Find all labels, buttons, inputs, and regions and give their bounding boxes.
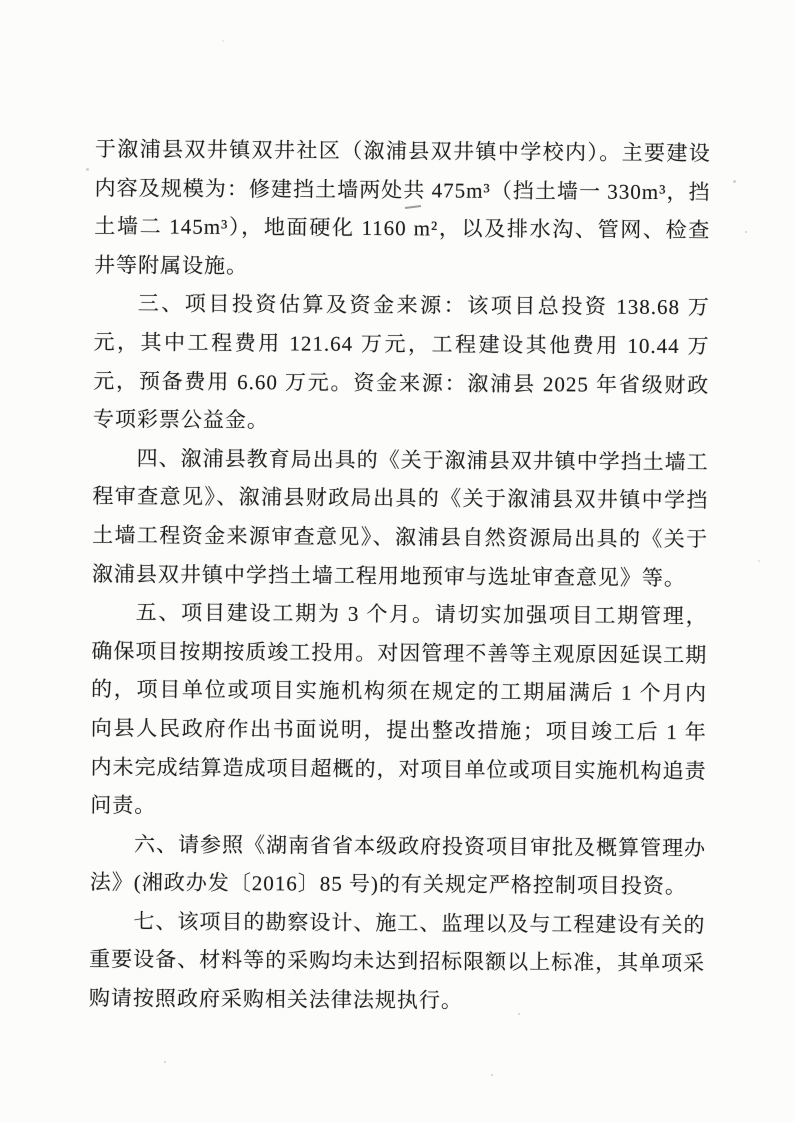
paragraph-item-5-construction-schedule: 五、项目建设工期为 3 个月。请切实加强项目工期管理，确保项目按期按质竣工投用。对因管理不善等主观原因延误工期的，项目单位或项目实施机构须在规定的工期届满后 1 个月内向县人民政府作出书面说明，提出整改措施；项目竣工后 1 年内未完成结算造成项目超概的，对项目单位或项目实施机构追责问责。 [90,600,708,818]
scan-speck [164,1061,166,1063]
scan-speck [758,560,760,562]
paragraph-continuation-construction-scope: 于溆浦县双井镇双井社区（溆浦县双井镇中学校内）。主要建设内容及规模为：修建挡土墙两处共 475m³（挡土墙一 330m³，挡土墙二 145m³），地面硬化 1160 m²，以及排水沟、管网、检查井等附属设施。 [93,136,711,278]
scan-speck [491,1074,493,1076]
paragraph-item-6-investment-control: 六、请参照《湖南省省本级政府投资项目审批及概算管理办法》(湘政办发〔2016〕85 号)的有关规定严格控制项目投资。 [89,831,707,899]
paragraph-item-7-procurement: 七、该项目的勘察设计、施工、监理以及与工程建设有关的重要设备、材料等的采购均未达到招标限额以上标准，其单项采购请按照政府采购相关法律法规执行。 [88,909,706,1013]
paragraph-item-3-investment-and-funding: 三、项目投资估算及资金来源：该项目总投资 138.68 万元，其中工程费用 121.64 万元，工程建设其他费用 10.44 万元，预备费用 6.60 万元。资金来源：溆浦县 2025 年省级财政专项彩票公益金。 [92,291,710,433]
document-body [89,130,711,1022]
scan-speck [86,168,89,171]
scan-speck [518,1013,520,1015]
scan-speck [222,40,224,42]
scan-speck [745,231,747,233]
paragraph-item-4-review-opinions: 四、溆浦县教育局出具的《关于溆浦县双井镇中学挡土墙工程审查意见》、溆浦县财政局出具的《关于溆浦县双井镇中学挡土墙工程资金来源审查意见》、溆浦县自然资源局出具的《关于溆浦县双井镇中学挡土墙工程用地预审与选址审查意见》等。 [91,446,709,590]
scan-speck [733,180,736,183]
